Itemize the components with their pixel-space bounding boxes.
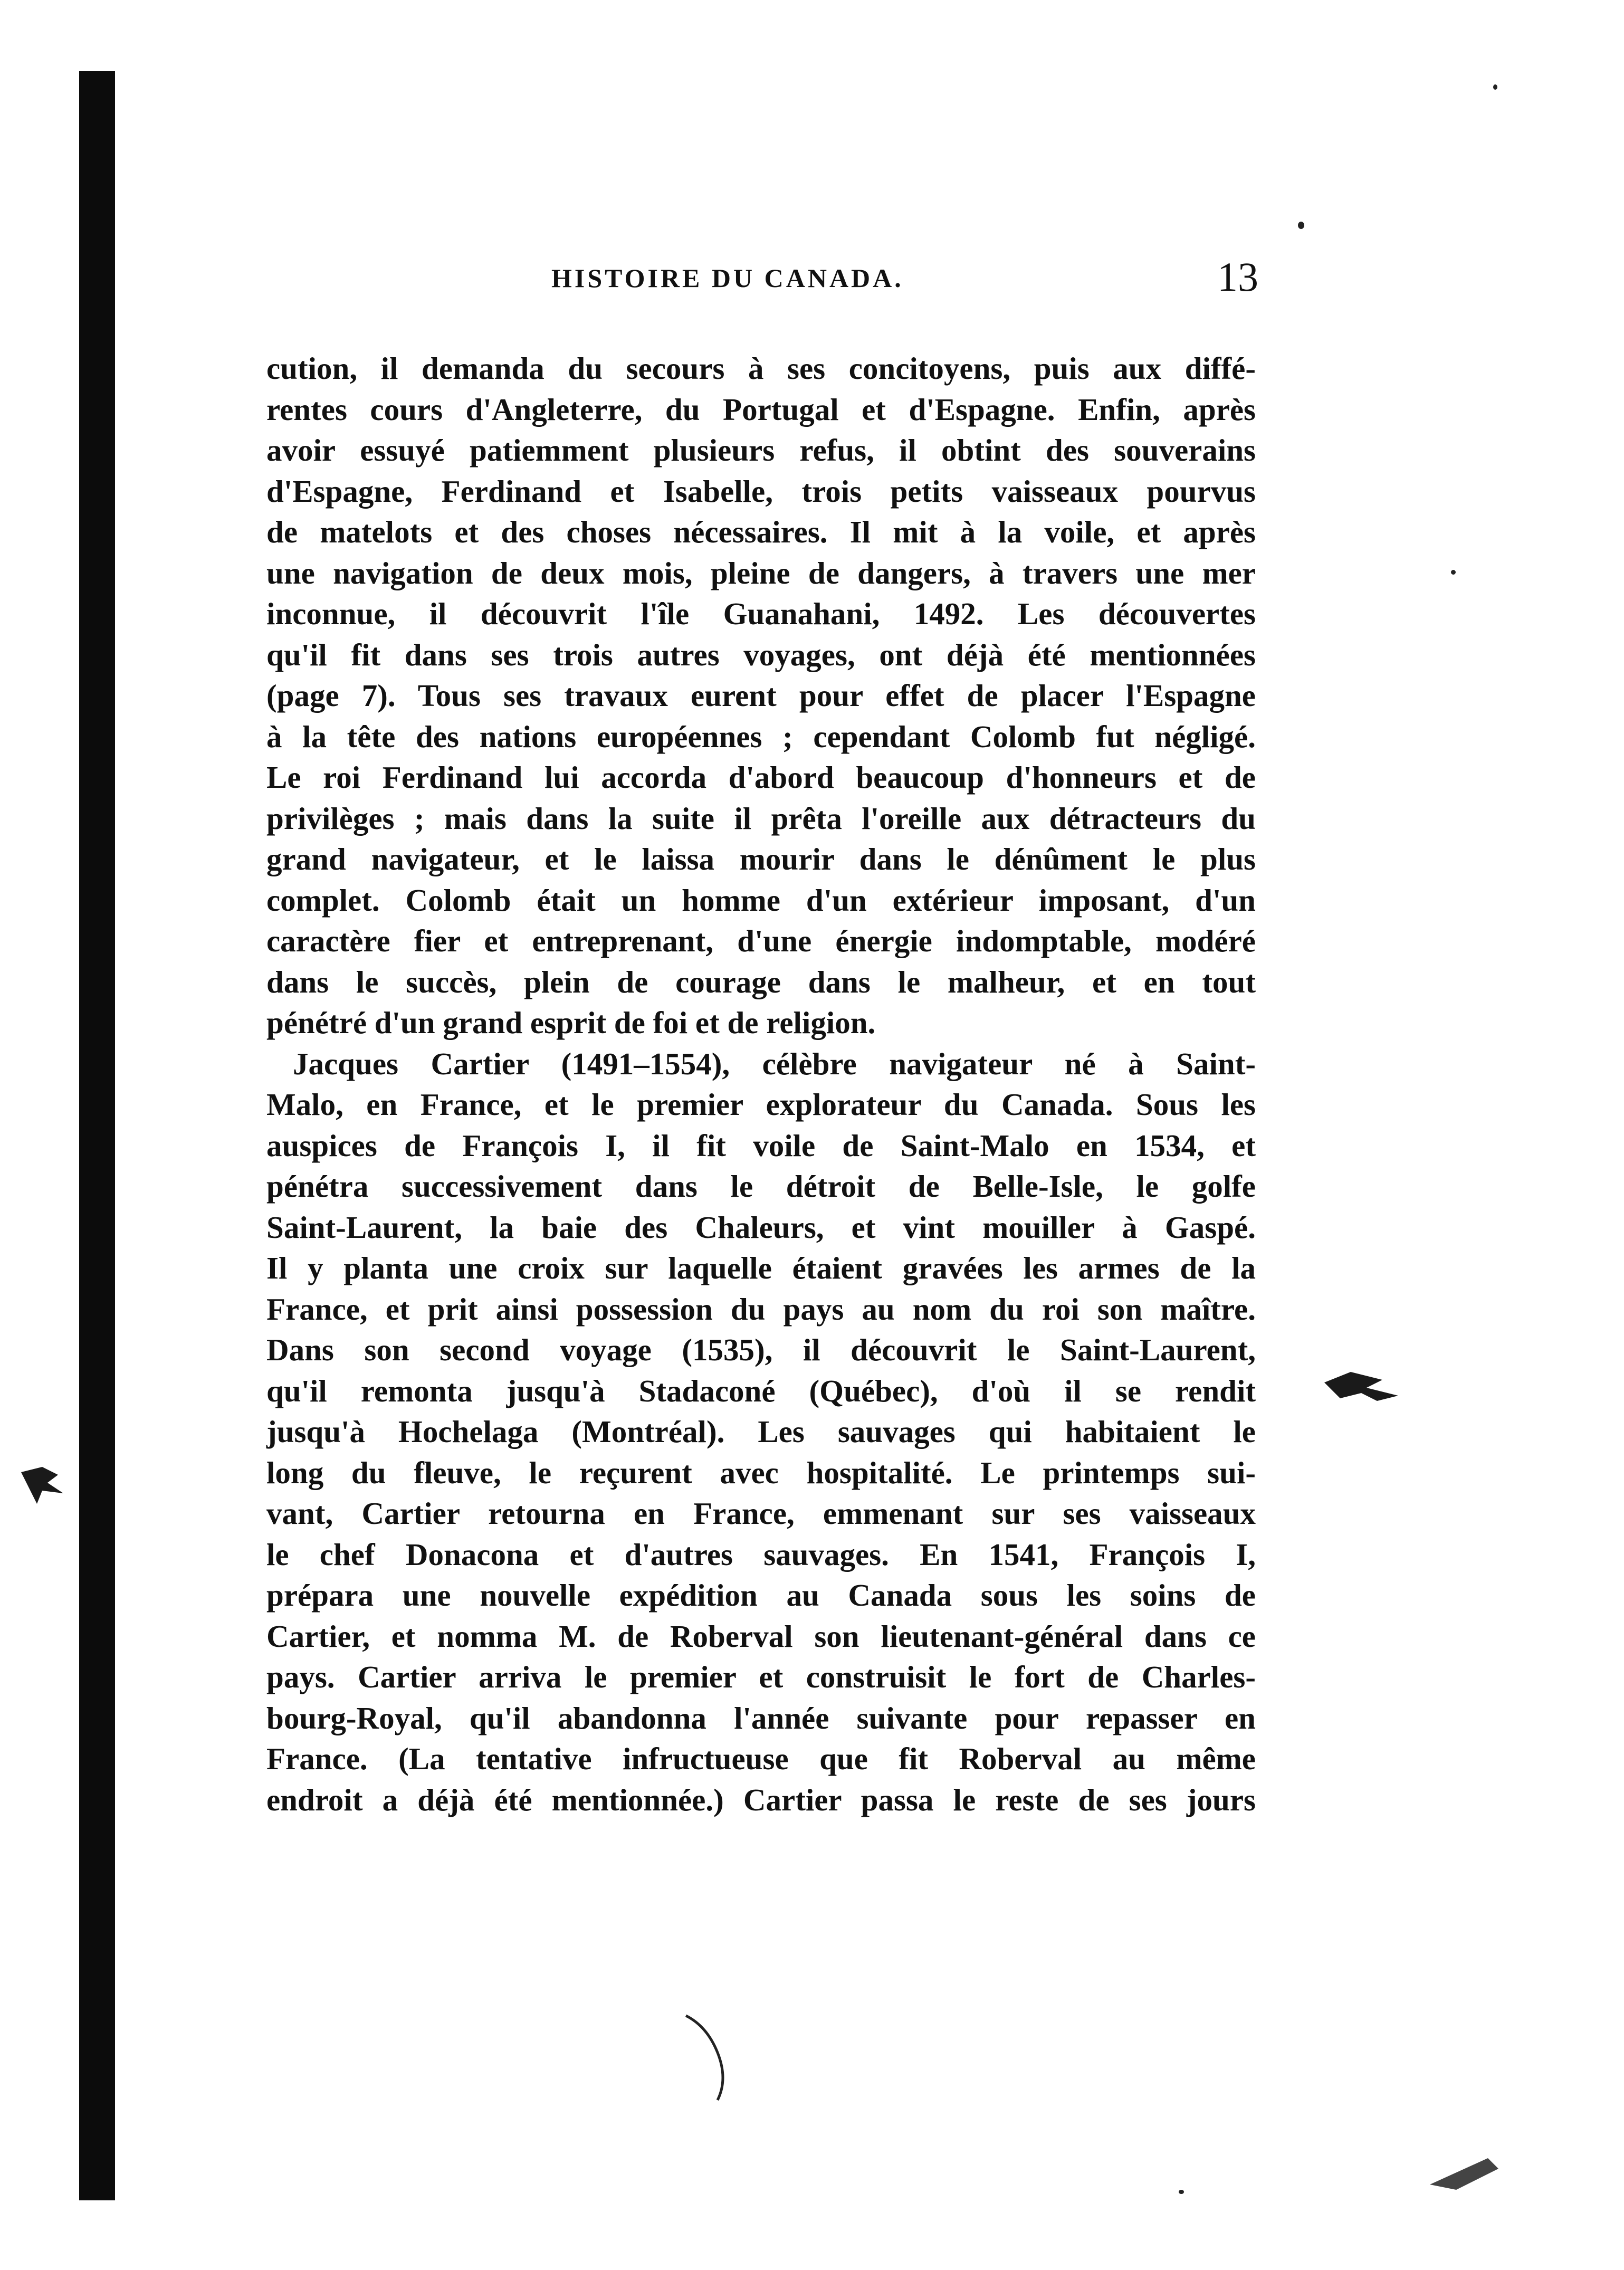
text-line: auspices de François I, il fit voile de Saint-Malo en 1534, et	[266, 1128, 1256, 1163]
text-line: Saint-Laurent, la baie des Chaleurs, et vint mouiller à Gaspé.	[266, 1209, 1256, 1245]
scan-smudge-left	[11, 1435, 90, 1530]
text-line: dans le succès, plein de courage dans le malheur, et en tout	[266, 964, 1256, 999]
text-line: complet. Colomb était un homme d'un extérieur imposant, d'un	[266, 882, 1256, 918]
text-line: endroit a déjà été mentionnée.) Cartier passa le reste de ses jours	[266, 1782, 1256, 1817]
text-line: avoir essuyé patiemment plusieurs refus, il obtint des souverains	[266, 433, 1256, 468]
text-line: à la tête des nations européennes ; cependant Colomb fut négligé.	[266, 719, 1256, 754]
scan-speck	[1493, 84, 1497, 90]
text-line: cution, il demanda du secours à ses concitoyens, puis aux diffé-	[266, 351, 1256, 386]
text-line: France. (La tentative infructueuse que fit Roberval au même	[266, 1741, 1256, 1776]
scan-stroke	[665, 1995, 739, 2111]
text-line: Le roi Ferdinand lui accorda d'abord beaucoup d'honneurs et de	[266, 760, 1256, 795]
page-header	[551, 254, 1258, 310]
binding-shadow	[79, 71, 115, 2200]
text-line: long du fleuve, le reçurent avec hospitalité. Le printemps sui-	[266, 1455, 1256, 1490]
text-line: inconnue, il découvrit l'île Guanahani, 1492. Les découvertes	[266, 596, 1256, 631]
text-line: jusqu'à Hochelaga (Montréal). Les sauvages qui habitaient le	[266, 1414, 1256, 1449]
text-line: privilèges ; mais dans la suite il prêta l'oreille aux détracteurs du	[266, 800, 1256, 836]
text-line: vant, Cartier retourna en France, emmenant sur ses vaisseaux	[266, 1496, 1256, 1531]
scan-speck	[1298, 222, 1304, 229]
scan-smudge-corner	[1425, 2137, 1509, 2195]
running-title: HISTOIRE DU CANADA.	[551, 263, 904, 293]
text-line: qu'il remonta jusqu'à Stadaconé (Québec), d'où il se rendit	[266, 1373, 1256, 1408]
text-line: Malo, en France, et le premier explorateur du Canada. Sous les	[266, 1087, 1256, 1122]
text-line: le chef Donacona et d'autres sauvages. En 1541, François I,	[266, 1537, 1256, 1572]
scan-speck	[1451, 570, 1456, 575]
text-line: France, et prit ainsi possession du pays au nom du roi son maître.	[266, 1291, 1256, 1327]
text-line: (page 7). Tous ses travaux eurent pour effet de placer l'Espagne	[266, 678, 1256, 713]
text-line: une navigation de deux mois, pleine de dangers, à travers une mer	[266, 555, 1256, 590]
body-text	[266, 348, 1256, 1820]
text-line: pénétra successivement dans le détroit de Belle-Isle, le golfe	[266, 1169, 1256, 1204]
text-line: Jacques Cartier (1491–1554), célèbre navigateur né à Saint-	[293, 1046, 1256, 1081]
scan-smudge-right	[1319, 1351, 1414, 1425]
text-line: pays. Cartier arriva le premier et construisit le fort de Charles-	[266, 1659, 1256, 1694]
text-line: de matelots et des choses nécessaires. Il mit à la voile, et après	[266, 514, 1256, 549]
text-line: d'Espagne, Ferdinand et Isabelle, trois petits vaisseaux pourvus	[266, 473, 1256, 509]
text-line: grand navigateur, et le laissa mourir dans le dénûment le plus	[266, 842, 1256, 876]
text-line: bourg-Royal, qu'il abandonna l'année suivante pour repasser en	[266, 1700, 1256, 1735]
text-line: pénétré d'un grand esprit de foi et de religion.	[266, 1005, 876, 1040]
scan-speck	[1179, 2190, 1184, 2194]
page-number: 13	[1217, 254, 1258, 300]
text-line: Dans son second voyage (1535), il découvrit le Saint-Laurent,	[266, 1332, 1256, 1367]
text-line: rentes cours d'Angleterre, du Portugal et d'Espagne. Enfin, après	[266, 392, 1256, 427]
text-line: caractère fier et entreprenant, d'une énergie indomptable, modéré	[266, 923, 1256, 958]
text-line: prépara une nouvelle expédition au Canada sous les soins de	[266, 1578, 1256, 1613]
text-line: qu'il fit dans ses trois autres voyages, ont déjà été mentionnées	[266, 637, 1256, 672]
text-line: Il y planta une croix sur laquelle étaient gravées les armes de la	[266, 1251, 1256, 1285]
text-line: Cartier, et nomma M. de Roberval son lieutenant-général dans ce	[266, 1618, 1256, 1654]
